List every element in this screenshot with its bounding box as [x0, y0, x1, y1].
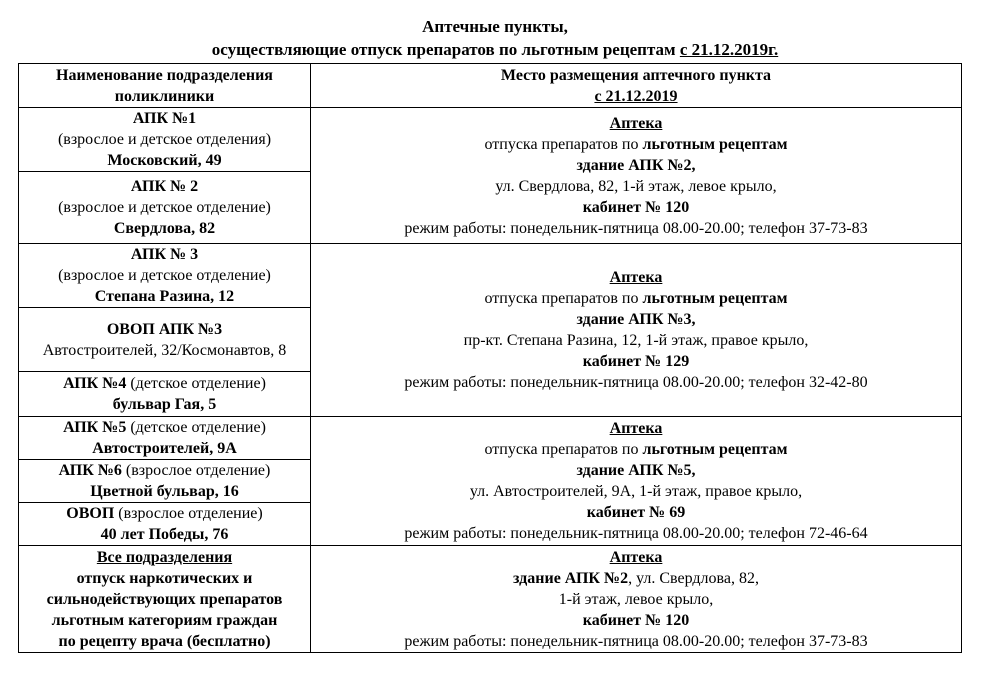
- pharmacy-table: [18, 63, 962, 653]
- pharmacy-heading: Аптека: [609, 548, 663, 566]
- pharmacy-building: здание АПК №3,: [576, 311, 696, 328]
- pharmacy-purpose: [314, 439, 958, 460]
- subdivision-note: (взрослое и детское отделение): [58, 267, 271, 284]
- pharmacy-building: здание АПК №2,: [576, 156, 696, 174]
- subdivision-title: [22, 460, 307, 481]
- purpose-text: отпуска препаратов по: [484, 441, 643, 458]
- location-cell: [311, 417, 962, 546]
- all-subdivisions-line-5: по рецепту врача (бесплатно): [58, 632, 271, 650]
- header-left-line-2: поликлиники: [114, 87, 215, 105]
- subdivision-address: Автостроителей, 9А: [92, 440, 237, 457]
- subdivision-cell: [19, 172, 311, 244]
- subdivision-name: АПК №6: [58, 462, 122, 479]
- header-subdivision: [19, 64, 311, 108]
- subdivision-note: (взрослое и детское отделения): [57, 131, 272, 148]
- table-row: [19, 417, 962, 460]
- subdivision-title: [22, 503, 307, 524]
- title-line-1: Аптечные пункты,: [422, 17, 568, 36]
- subdivision-name: АПК №4: [63, 375, 127, 392]
- pharmacy-street: ул. Свердлова, 82, 1-й этаж, левое крыло,: [495, 177, 777, 195]
- subdivision-title: [22, 417, 307, 438]
- pharmacy-hours: режим работы: понедельник-пятница 08.00-20.00; телефон 37-73-83: [404, 219, 868, 237]
- pharmacy-room: кабинет № 120: [582, 198, 690, 216]
- location-cell: [311, 244, 962, 417]
- pharmacy-street: ул. Автостроителей, 9А, 1-й этаж, правое крыло,: [469, 483, 803, 500]
- pharmacy-room: кабинет № 69: [586, 504, 686, 521]
- pharmacy-heading: Аптека: [609, 269, 663, 286]
- table-row: [19, 244, 962, 308]
- subdivision-cell: [19, 308, 311, 372]
- pharmacy-hours: режим работы: понедельник-пятница 08.00-20.00; телефон 32-42-80: [404, 374, 868, 391]
- subdivision-cell: [19, 372, 311, 417]
- all-subdivisions-line-2: отпуск наркотических и: [76, 569, 253, 587]
- all-subdivisions-title: Все подразделения: [96, 548, 233, 566]
- subdivision-note: (взрослое отделение): [114, 505, 263, 522]
- subdivision-cell: [19, 417, 311, 460]
- subdivision-name: АПК №5: [63, 419, 127, 436]
- pharmacy-heading: Аптека: [609, 420, 663, 437]
- pharmacy-building: здание АПК №5,: [576, 462, 696, 479]
- pharmacy-room: кабинет № 129: [582, 353, 690, 370]
- subdivision-title: [22, 373, 307, 394]
- location-cell: [311, 546, 962, 653]
- subdivision-name: АПК № 3: [130, 246, 199, 263]
- table-header-row: [19, 64, 962, 108]
- subdivision-address: бульвар Гая, 5: [112, 396, 217, 413]
- pharmacy-purpose: [314, 288, 958, 309]
- header-location: [311, 64, 962, 108]
- pharmacy-street: пр-кт. Степана Разина, 12, 1-й этаж, правое крыло,: [463, 332, 809, 349]
- subdivision-address: 40 лет Победы, 76: [100, 526, 229, 543]
- subdivision-cell: [19, 108, 311, 172]
- purpose-bold: льготным рецептам: [642, 135, 788, 153]
- pharmacy-hours: режим работы: понедельник-пятница 08.00-20.00; телефон 72-46-64: [404, 525, 868, 542]
- subdivision-cell: [19, 244, 311, 308]
- table-row: [19, 108, 962, 172]
- subdivision-cell: [19, 503, 311, 546]
- purpose-text: отпуска препаратов по: [484, 290, 643, 307]
- purpose-bold: льготным рецептам: [642, 290, 788, 307]
- header-right-date: с 21.12.2019: [594, 87, 678, 105]
- building-rest: , ул. Свердлова, 82,: [628, 569, 759, 587]
- subdivision-address: Цветной бульвар, 16: [90, 483, 239, 500]
- purpose-text: отпуска препаратов по: [484, 135, 643, 153]
- subdivision-name: ОВОП АПК №3: [106, 320, 223, 338]
- purpose-bold: льготным рецептам: [642, 441, 788, 458]
- subdivision-name: АПК № 2: [130, 178, 199, 195]
- pharmacy-heading: Аптека: [609, 114, 663, 132]
- title-date: с 21.12.2019г.: [679, 40, 779, 59]
- document-subtitle: [0, 40, 990, 60]
- header-right-line-1: Место размещения аптечного пункта: [500, 66, 772, 84]
- subdivision-name: АПК №1: [132, 110, 197, 127]
- table-row: [19, 546, 962, 653]
- subdivision-cell: [19, 460, 311, 503]
- subdivision-name: ОВОП: [66, 505, 115, 522]
- subdivision-note: (взрослое отделение): [121, 462, 271, 479]
- all-subdivisions-line-3: сильнодействующих препаратов: [46, 590, 283, 608]
- subdivision-address: Степана Разина, 12: [94, 288, 235, 305]
- pharmacy-floor: 1-й этаж, левое крыло,: [558, 590, 714, 608]
- pharmacy-purpose: [314, 134, 958, 155]
- pharmacy-room: кабинет № 120: [582, 611, 690, 629]
- location-cell: [311, 108, 962, 244]
- subdivision-note: (взрослое и детское отделение): [58, 199, 271, 216]
- subdivision-note: (детское отделение): [126, 419, 266, 436]
- pharmacy-hours: режим работы: понедельник-пятница 08.00-20.00; телефон 37-73-83: [404, 632, 868, 650]
- subdivision-address: Свердлова, 82: [113, 220, 216, 237]
- subdivision-cell: [19, 546, 311, 653]
- document-title: [0, 17, 990, 37]
- subdivision-address: Московский, 49: [107, 152, 222, 169]
- building-bold: здание АПК №2: [513, 569, 629, 587]
- all-subdivisions-line-4: льготным категориям граждан: [51, 611, 278, 629]
- subdivision-note: (детское отделение): [126, 375, 266, 392]
- subdivision-note: Автостроителей, 32/Космонавтов, 8: [42, 341, 287, 359]
- header-left-line-1: Наименование подразделения: [56, 66, 273, 84]
- title-line-2: осуществляющие отпуск препаратов по льготным рецептам: [211, 40, 680, 59]
- pharmacy-building: [314, 568, 958, 589]
